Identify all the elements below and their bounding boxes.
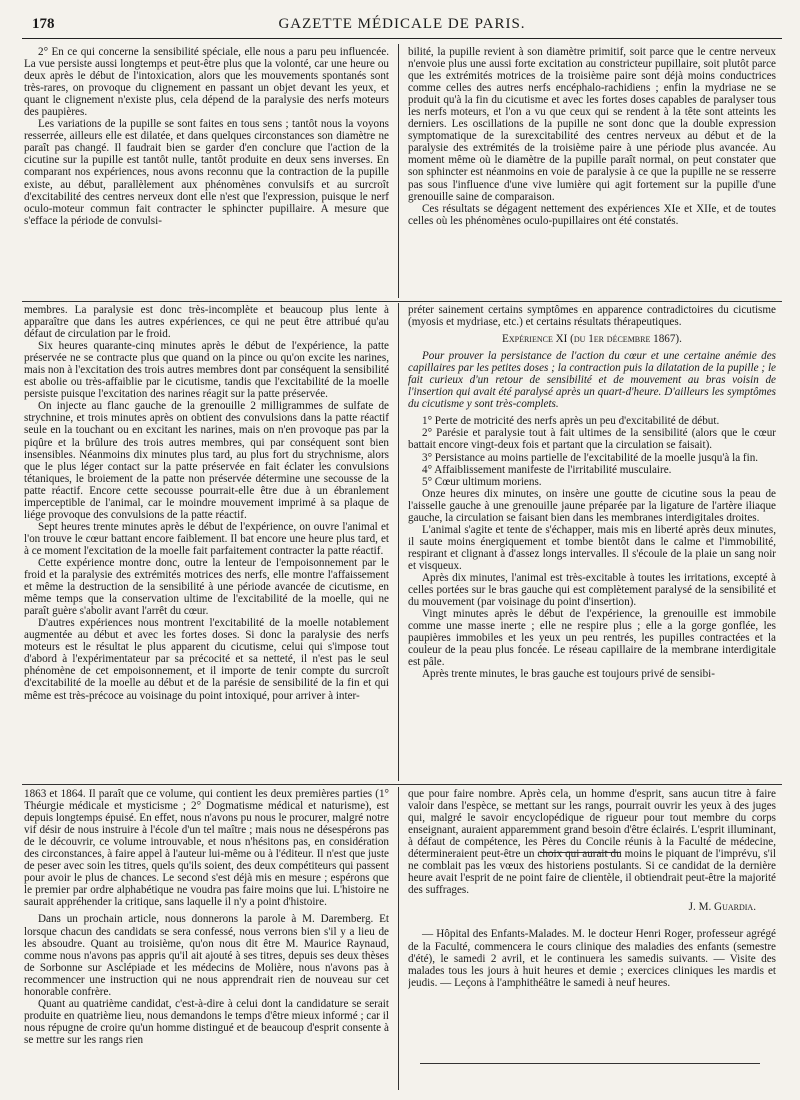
page-header xyxy=(22,14,782,38)
list-item: 5° Cœur ultimum moriens. xyxy=(422,475,542,488)
paragraph: Onze heures dix minutes, on insère une goutte de cicutine sous la peau de l'aisselle gauche à une grenouille jaune préparée par la ligature de l'artère iliaque gauche, la circulation se faisant bien dans les membranes interdigitales droites. xyxy=(408,487,776,524)
list-item: 1° Perte de motricité des nerfs après un peu d'excitabilité de début. xyxy=(422,415,720,428)
column-divider xyxy=(398,787,399,1090)
list-item: 4° Affaiblissement manifeste de l'irritabilité musculaire. xyxy=(422,463,672,476)
middle-left-column xyxy=(24,304,389,780)
journal-title: GAZETTE MÉDICALE DE PARIS. xyxy=(278,16,526,32)
separator-rule xyxy=(540,852,620,853)
paragraph: préter sainement certains symptômes en apparence contradictoires du cicutisme (myosis et mydriase, etc.) et certains résultats thérapeutiques. xyxy=(408,304,776,329)
separator-rule xyxy=(420,1063,760,1064)
page-number: 178 xyxy=(32,16,55,32)
experiment-summary: Pour prouver la persistance de l'action du cœur et une certaine anémie des capillaires par les petites doses ; la contraction puis la dilatation de la pupille ; le fait curieux d'un retour de sensibilité et de mouvement au bras voisin de l'insertion qui avait été paralysé après un quart-d'heure. D'ailleurs les symptômes du cicutisme y sont très-complets. xyxy=(408,350,776,411)
section-rule xyxy=(22,784,782,785)
paragraph: Les variations de la pupille se sont faites en tous sens ; tantôt nous la voyons resserrée, ailleurs elle est dilatée, et dans quelques circonstances son diamètre ne paraît pas changé. Il faudrait bien se garder d'en conclure que l'action de la cicutine sur la pupille est tantôt nulle, tantôt produite en deux sens inverses. En comparant nos expériences, nous avons reconnu que la contraction de la pupille existe, au début, parallèlement aux phénomènes convulsifs et au surcroît d'excitabilité des centres nerveux dont elle n'est que l'expression, puisque le nerf oculo-moteur commun fait contracter le sphincter pupillaire. A mesure que s'efface la période de convulsi- xyxy=(24,118,389,227)
paragraph: D'autres expériences nous montrent l'excitabilité de la moelle notablement augmentée au début et avec les fortes doses. Si donc la paralysie des nerfs moteurs est le résultat le plus apparent du cicutisme, celui qui s'impose tout d'abord à l'expérimentateur par sa précocité et sa netteté, il n'est pas le seul phénomène de cet empoisonnement, et il importe de tenir compte du surcroît d'excitabilité de la moelle au début et de la parésie de sensibilité de la fin et qui même est très-précoce au voisinage du point intoxiqué, pour arriver à inter- xyxy=(24,617,389,702)
paragraph: Vingt minutes après le début de l'expérience, la grenouille est immobile comme une masse inerte ; elle ne respire plus ; elle a la gorge gonflée, les paupières immobiles et les yeux un peu rentrés, les pupilles contractées et la couleur de la peau plus foncée. Le réseau capillaire de la membrane interdigitale est pâle. xyxy=(408,608,776,669)
notice: — Hôpital des Enfants-Malades. M. le docteur Henri Roger, professeur agrégé de la Faculté, commencera le cours clinique des maladies des enfants (semestre d'été), le samedi 2 avril, et le continuera les samedis suivants. — Visite des malades tous les jours à huit heures et demie ; exercices cliniques les mardis et jeudis. — Leçons à l'amphithéâtre le samedi à neuf heures. xyxy=(408,928,776,989)
paragraph: Sept heures trente minutes après le début de l'expérience, on ouvre l'animal et l'on trouve le cœur battant encore faiblement. Il bat encore une heure plus tard, et à ce moment l'excitation de la moelle fait parfaitement contracter la patte réactif. xyxy=(24,520,389,557)
paragraph: 1863 et 1864. Il paraît que ce volume, qui contient les deux premières parties (1° Théurgie médicale et mysticisme ; 2° Dogmatisme médical et naturisme), est depuis longtemps épuisé. En effet, nous n'avons pu nous le procurer, malgré notre vif désir de nous instruire à l'école d'un tel maître ; mais nous ne désespérons pas de le découvrir, ce volume introuvable, et nous n'hésitons pas, en considération des circonstances, à faire appel à l'auteur lui-même ou à l'éditeur. Il n'est que juste de peser avec soin les titres, quels qu'ils soient, des deux compétiteurs qui passent pour avoir le plus de chances. Le second s'est déjà mis en mesure ; espérons que le premier par ordre alphabétique ne voudra pas faire moins que lui. L'histoire ne saurait appréhender la critique, sans laquelle il n'y a point d'histoire. xyxy=(24,788,389,909)
header-rule xyxy=(22,38,782,39)
list-item: 3° Persistance au moins partielle de l'excitabilité de la moelle jusqu'à la fin. xyxy=(422,451,759,464)
experiment-title: Expérience XI (du 1er décembre 1867). xyxy=(502,333,682,346)
section-rule xyxy=(22,301,782,302)
paragraph: Ces résultats se dégagent nettement des expériences XIe et XIIe, et de toutes celles où les phénomènes oculo-pupillaires ont été constatés. xyxy=(408,202,776,227)
author-signature: J. M. Guardia. xyxy=(688,901,756,914)
paragraph: Après dix minutes, l'animal est très-excitable à toutes les irritations, excepté à celles portées sur le bras gauche qui est complètement paralysé de la sensibilité et du mouvement (par voisinage du point d'insertion). xyxy=(408,571,776,609)
paragraph: L'animal s'agite et tente de s'échapper, mais mis en liberté après deux minutes, il saute moins énergiquement et tombe bientôt dans le calme et l'immobilité, respirant et clignant à d'assez longs intervalles. Il s'écoule de la plaie un sang noir et visqueux. xyxy=(408,523,776,572)
middle-right-column xyxy=(408,304,776,780)
paragraph: 2° En ce qui concerne la sensibilité spéciale, elle nous a paru peu influencée. La vue persiste aussi longtemps et peut-être plus que la volonté, car une heure ou deux après le début de l'intoxication, alors que les mouvements spontanés sont très-rares, on provoque du clignement en passant un objet devant les yeux, et quant le clignement n'existe plus, cela dépend de la paralysie des nerfs moteurs des paupières. xyxy=(24,46,389,119)
bottom-right-column xyxy=(408,788,776,1090)
column-divider xyxy=(398,303,399,781)
top-left-column xyxy=(24,46,389,296)
column-divider xyxy=(398,44,399,298)
paragraph: que pour faire nombre. Après cela, un homme d'esprit, sans aucun titre à faire valoir dans l'espèce, se mettant sur les rangs, pourrait ouvrir les yeux à des juges qui, malgré le savoir encyclopédique de rigueur pour tout membre du corps enseignant, auraient apparemment grand besoin d'être éclairés. L'esprit illuminant, à défaut de compétence, les Pères du Concile réunis à la Faculté de médecine, détermineraient peut-être un choix qui aurait du moins le piquant de l'imprévu, s'il ne comblait pas les vœux des historiens postulants. Si ce candidat de la dernière heure avait l'esprit de ne point faire de clientèle, il obtiendrait peut-être la majorité des suffrages. xyxy=(408,788,776,897)
bottom-left-column xyxy=(24,788,389,1090)
paragraph: On injecte au flanc gauche de la grenouille 2 milligrammes de sulfate de strychnine, et trois minutes après on obtient des convulsions dans la patte réactif seule en la touchant ou en excitant les narines, mais on n'en provoque pas par la piqûre et la brûlure des trois autres membres, qui par conséquent sont bien insensibles. Néanmoins dix minutes plus tard, au plus fort du strychnisme, alors que le plus léger contact sur la patte préservée en fait éclater les convulsions tétaniques, le broiement de la patte non préservée détermine une secousse de la patte réactif. Encore cette secousse pourrait-elle être due à un ébranlement imperceptible de l'animal, car le moindre mouvement imprimé à sa plaque de liége provoque des convulsions de la patte réactif. xyxy=(24,400,389,521)
list-item: 2° Parésie et paralysie tout à fait ultimes de la sensibilité (alors que le cœur battait encore vingt-deux fois et partant que la circulation se faisait). xyxy=(408,427,776,452)
paragraph: bilité, la pupille revient à son diamètre primitif, soit parce que le centre nerveux n'envoie plus une aussi forte excitation au constricteur pupillaire, soit plutôt parce que les extrémités motrices de la troisième paire sont déjà moins conductrices comme celles des autres nerfs encéphalo-rachidiens ; enfin la mydriase ne se produit qu'à la fin du cicutisme et avec les fortes doses capables de paralyser tous les nerfs moteurs, et l'on a vu que ceux qui se rendent à la tête sont atteints les derniers. Les oscillations de la pupille ne sont donc que la double expression symptomatique de la surexcitabilité des centres nerveux au début et de la paralysie des extrémités de la troisième paire à une période plus avancée. Au moment même où le diamètre de la pupille paraît normal, on peut constater que son sphincter est néanmoins en voie de paralysie à ce que la pupille ne se resserre pas sous l'influence d'une vive lumière qui agit fortement sur la pupille d'une grenouille saine de comparaison. xyxy=(408,46,776,203)
paragraph: Six heures quarante-cinq minutes après le début de l'expérience, la patte préservée ne se contracte plus que quand on la pince ou qu'on excite les narines, mais non à l'excitation des trois autres membres dont par conséquent la sensibilité est abolie ou très-affaiblie par le cicutisme, tandis que l'excitabilité de la moelle persiste puisque l'excitation des narines réagit sur la patte préservée. xyxy=(24,340,389,401)
paragraph: Après trente minutes, le bras gauche est toujours privé de sensibi- xyxy=(422,668,715,681)
paragraph: Quant au quatrième candidat, c'est-à-dire à celui dont la candidature se serait produite en quatrième lieu, nous demandons le temps d'être mieux informé ; car il nous répugne de croire qu'un homme distingué et de beaucoup d'esprit consente à se mettre sur les rangs rien xyxy=(24,997,389,1046)
paragraph: Cette expérience montre donc, outre la lenteur de l'empoisonnement par le froid et la paralysie des extrémités motrices des nerfs, elle montre l'affaissement et même la destruction de la sensibilité à une période avancée de cicutisme, en même temps que la conservation ultime de l'excitabilité de la moelle, qui ne paraît guère s'abolir avant l'arrêt du cœur. xyxy=(24,556,389,618)
paragraph: Dans un prochain article, nous donnerons la parole à M. Daremberg. Et lorsque chacun des candidats se sera confessé, nous verrons bien s'il y a lieu de les absoudre. Quant au troisième, qu'on nous dit être M. Maurice Raynaud, comme nous n'avons pas appris qu'il ait ajouté à ses titres, depuis ses deux thèses de Sorbonne sur Asclépiade et les médecins de Molière, nous n'avons pas à recommencer une instruction qui ne nous apprendrait rien de nouveau sur cet honorable confrère. xyxy=(24,913,389,998)
top-right-column xyxy=(408,46,776,296)
paragraph: membres. La paralysie est donc très-incomplète et beaucoup plus lente à apparaître que dans les autres expériences, ce qui ne peut être attribué qu'au défaut de circulation par le froid. xyxy=(24,304,389,341)
